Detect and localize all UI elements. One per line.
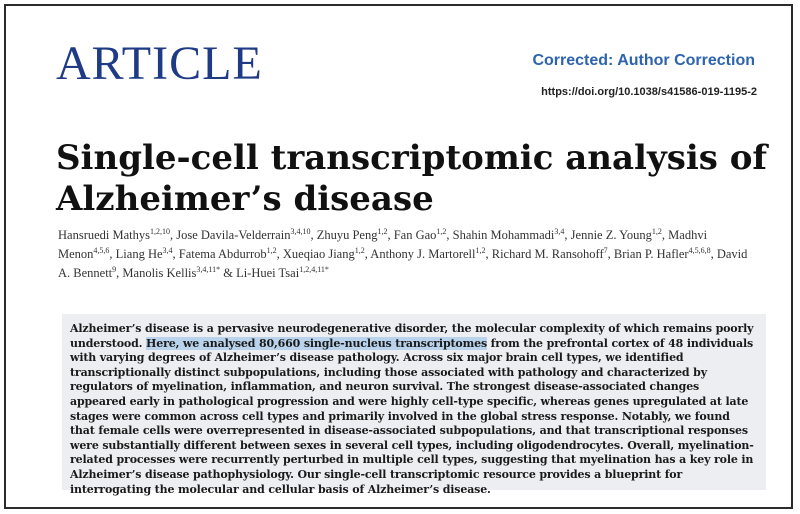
author[interactable] xyxy=(317,228,388,242)
author-name: Manolis Kellis xyxy=(122,266,197,280)
author-name: Brian P. Hafler xyxy=(613,247,689,261)
author-name: Xueqiao Jiang xyxy=(282,247,355,261)
author-affiliation: 3,4 xyxy=(162,245,173,255)
author-name: Madhvi Menon xyxy=(58,228,708,261)
author[interactable] xyxy=(492,247,608,261)
paper-title xyxy=(56,138,776,220)
author-affiliation: 7 xyxy=(603,245,608,255)
author-name: Zhuyu Peng xyxy=(316,228,378,242)
doi-link[interactable]: https://doi.org/10.1038/s41586-019-1195-2 xyxy=(541,86,757,98)
author-affiliation: 3,4,11* xyxy=(196,264,221,274)
title-line-1: Single-cell transcriptomic analysis of xyxy=(56,138,768,178)
author-name: Jennie Z. Young xyxy=(570,228,652,242)
author-separator: , xyxy=(607,247,614,261)
author-name: Richard M. Ransohoff xyxy=(491,247,604,261)
author-affiliation: 3,4,10 xyxy=(290,226,311,236)
author-separator: , xyxy=(387,228,394,242)
author-separator: , xyxy=(276,247,283,261)
title-line-2: Alzheimer’s disease xyxy=(56,179,434,219)
author-separator: , xyxy=(170,228,177,242)
author-affiliation: 4,5,6,8 xyxy=(688,245,711,255)
author-separator: , xyxy=(485,247,492,261)
author-name: Li-Huei Tsai xyxy=(236,266,300,280)
author[interactable] xyxy=(370,247,485,261)
author-separator: , xyxy=(446,228,453,242)
author-separator: , xyxy=(109,247,116,261)
author-separator: & xyxy=(220,266,237,280)
author-affiliation: 1,2 xyxy=(377,226,388,236)
author[interactable] xyxy=(176,228,310,242)
author[interactable] xyxy=(116,247,173,261)
author-affiliation: 1,2 xyxy=(354,245,365,255)
author[interactable] xyxy=(614,247,711,261)
author-separator: , xyxy=(364,247,371,261)
author-name: Jose Davila-Velderrain xyxy=(176,228,291,242)
author-name: David A. Bennett xyxy=(58,247,748,280)
author-name: Hansruedi Mathys xyxy=(58,228,150,242)
author-affiliation: 1,2,4,11* xyxy=(299,264,329,274)
correction-link[interactable]: Corrected: Author Correction xyxy=(532,52,755,69)
abstract-box xyxy=(62,314,766,496)
author-name: Anthony J. Martorell xyxy=(370,247,476,261)
author[interactable] xyxy=(394,228,447,242)
author-name: Fan Gao xyxy=(393,228,437,242)
author[interactable] xyxy=(122,266,220,280)
author-separator: , xyxy=(116,266,123,280)
author-affiliation: 1,2,10 xyxy=(150,226,170,236)
author-separator: , xyxy=(564,228,571,242)
author-affiliation: 1,2 xyxy=(475,245,486,255)
abstract-text xyxy=(70,322,756,497)
author-name: Liang He xyxy=(115,247,163,261)
abstract-highlight: Here, we analysed 80,660 single-nucleus transcriptomes xyxy=(145,336,487,350)
author-name: Shahin Mohammadi xyxy=(452,228,555,242)
author-affiliation: 9 xyxy=(112,264,117,274)
abstract-intro: Alzheimer’s disease is a pervasive neurodegenerative disorder, the molecular complexity of which remains poorly understood. xyxy=(70,322,754,350)
author-list xyxy=(58,226,758,283)
author-affiliation: 1,2 xyxy=(436,226,447,236)
author-affiliation: 3,4 xyxy=(554,226,565,236)
author-name: Fatema Abdurrob xyxy=(178,247,267,261)
article-label: ARTICLE xyxy=(56,37,263,90)
document-frame xyxy=(4,4,793,509)
author-affiliation: 1,2 xyxy=(266,245,277,255)
author-affiliation: 4,5,6 xyxy=(93,245,110,255)
author-separator: , xyxy=(661,228,669,242)
author[interactable] xyxy=(236,266,329,280)
author[interactable] xyxy=(283,247,365,261)
author-separator: , xyxy=(710,247,717,261)
author-separator: , xyxy=(172,247,179,261)
author-separator: , xyxy=(310,228,317,242)
author[interactable] xyxy=(179,247,277,261)
author[interactable] xyxy=(571,228,662,242)
author[interactable] xyxy=(58,228,170,242)
author-affiliation: 1,2 xyxy=(651,226,662,236)
abstract-body: from the prefrontal cortex of 48 individuals with varying degrees of Alzheimer’s disease pathology. Across six major brain cell types, we identified transcriptionally distinct subpopulations, including those associated with pathology and characterized by regulators of myelination, inflammation, and neuron survival. The strongest disease-associated changes appeared early in pathological progression and were highly cell-type specific, whereas genes upregulated at late stages were common across cell types and primarily involved in the global stress response. Notably, we found that female cells were overrepresented in disease-associated subpopulations, and that transcriptional responses were substantially different between sexes in several cell types, including oligodendrocytes. Overall, myelination-related processes were recurrently perturbed in multiple cell types, suggesting that myelination has a key role in Alzheimer’s disease pathophysiology. Our single-cell transcriptomic resource provides a blueprint for interrogating the molecular and cellular basis of Alzheimer’s disease. xyxy=(70,336,754,496)
author[interactable] xyxy=(453,228,565,242)
